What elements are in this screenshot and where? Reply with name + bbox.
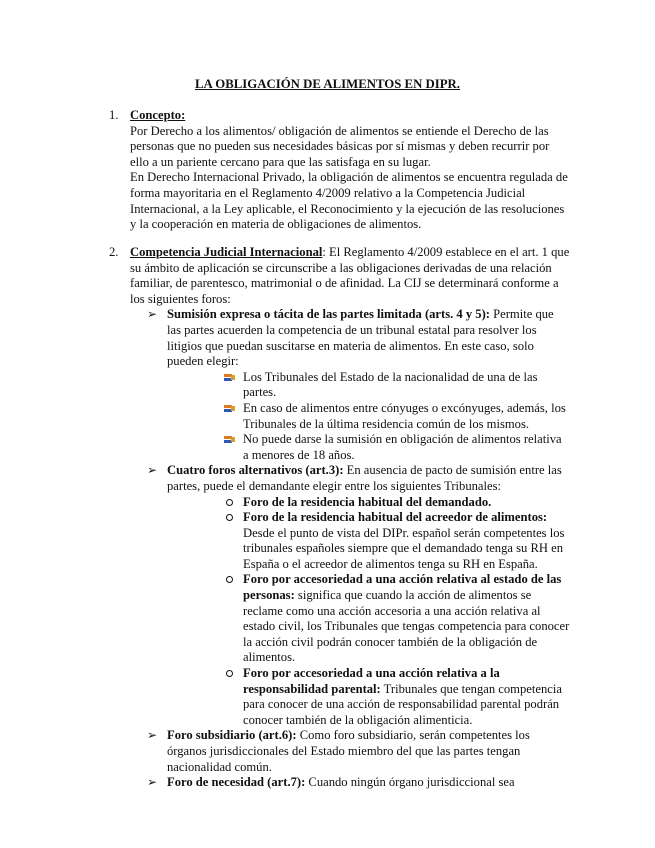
foro-text: Como foro subsidiario, serán competentes los órganos jurisdiccionales del Estado miembro del que las partes tengan nacionalidad común. — [167, 728, 530, 774]
alternativo-label: Foro por accesoriedad a una acción relativa a la responsabilidad parental: — [243, 666, 500, 696]
hand-pointer-icon — [223, 403, 236, 415]
option-item — [243, 370, 570, 401]
arrow-bullet-icon: ➢ — [147, 775, 158, 790]
foro-item — [147, 307, 570, 463]
circle-bullet-icon — [226, 499, 233, 506]
alternativo-label: Foro de la residencia habitual del demandado. — [243, 494, 492, 509]
document-title: LA OBLIGACIÓN DE ALIMENTOS EN DIPR. — [195, 77, 460, 91]
foro-item — [147, 728, 570, 775]
section-concepto — [109, 108, 570, 233]
foro-label: Cuatro foros alternativos (art.3): — [167, 463, 344, 478]
foro-text: Cuando ningún órgano jurisdiccional sea — [305, 775, 515, 790]
alternativo-item — [243, 572, 570, 666]
foro-text: En ausencia de pacto de sumisión entre las partes, puede el demandante elegir entre los siguientes Tribunales: — [167, 463, 562, 493]
section-competencia — [109, 245, 570, 791]
section-heading: Concepto: — [130, 108, 186, 122]
paragraph: En Derecho Internacional Privado, la obligación de alimentos se encuentra regulada de forma mayoritaria en el Reglamento 4/2009 relativo a la Competencia Judicial Internacional, a la Ley aplicable, el Reconocimiento y la ejecución de las resoluciones y la cooperación en materia de obligaciones de alimentos. — [130, 170, 568, 232]
foro-item — [147, 775, 570, 791]
option-text: Los Tribunales del Estado de la nacionalidad de una de las partes. — [243, 369, 538, 400]
section-heading: Competencia Judicial Internacional — [130, 245, 323, 259]
foro-label: Foro de necesidad (art.7): — [167, 775, 306, 790]
arrow-bullet-icon: ➢ — [147, 728, 158, 743]
foro-text: Permite que las partes acuerden la competencia de un tribunal estatal para resolver los litigios que puedan suscitarse en materia de alimentos. En este caso, solo pueden elegir: — [167, 307, 554, 369]
arrow-bullet-icon: ➢ — [147, 307, 158, 322]
option-item — [243, 401, 570, 432]
alternativo-label: Foro de la residencia habitual del acreedor de alimentos: — [243, 510, 548, 525]
alternativo-item — [243, 495, 570, 511]
arrow-bullet-icon: ➢ — [147, 463, 158, 478]
intro-text: : El Reglamento 4/2009 establece en el art. 1 que su ámbito de aplicación se circunscribe a las obligaciones derivadas de una relación familiar, de parentesco, matrimonial o de afinidad. La CIJ se determinará conforme a los siguientes foros: — [130, 245, 570, 306]
alternativo-text: Tribunales que tengan competencia para conocer de una acción de responsabilidad parental podrán conocer también de la obligación alimenticia. — [243, 681, 562, 727]
option-text: No puede darse la sumisión en obligación de alimentos relativa a menores de 18 años. — [243, 432, 562, 462]
section-number: 2. — [109, 245, 119, 259]
foro-label: Foro subsidiario (art.6): — [167, 728, 297, 743]
section-number: 1. — [109, 108, 119, 122]
hand-pointer-icon — [223, 434, 236, 446]
alternativo-text: significa que cuando la acción de alimentos se reclame como una acción accesoria a una acción relativa al estado civil, los Tribunales que tengas competencia para conocer la acción civil podrán conocer también de la obligación de alimentos. — [243, 588, 570, 665]
alternativo-label: Foro por accesoriedad a una acción relativa al estado de las personas: — [243, 572, 562, 603]
option-item — [243, 432, 570, 463]
circle-bullet-icon — [226, 576, 233, 583]
hand-pointer-icon — [223, 372, 236, 384]
alternativo-item — [243, 510, 570, 572]
alternativo-text: Desde el punto de vista del DIPr. español serán competentes los tribunales españoles siempre que el demandado tenga su RH en España o el acreedor de alimentos tenga su RH en España. — [243, 525, 565, 571]
circle-bullet-icon — [226, 514, 233, 521]
foro-item — [147, 463, 570, 728]
option-text: En caso de alimentos entre cónyuges o excónyuges, además, los Tribunales de la última residencia común de los mismos. — [243, 400, 566, 431]
foro-label: Sumisión expresa o tácita de las partes limitada (arts. 4 y 5): — [167, 307, 490, 322]
alternativo-item — [243, 666, 570, 728]
section-intro — [130, 245, 570, 307]
paragraph: Por Derecho a los alimentos/ obligación de alimentos se entiende el Derecho de las personas que no pueden sus necesidades básicas por sí mismas y deben recurrir por ello a un pariente cercano para que las satisfaga en su lugar. — [130, 123, 550, 169]
circle-bullet-icon — [226, 670, 233, 677]
